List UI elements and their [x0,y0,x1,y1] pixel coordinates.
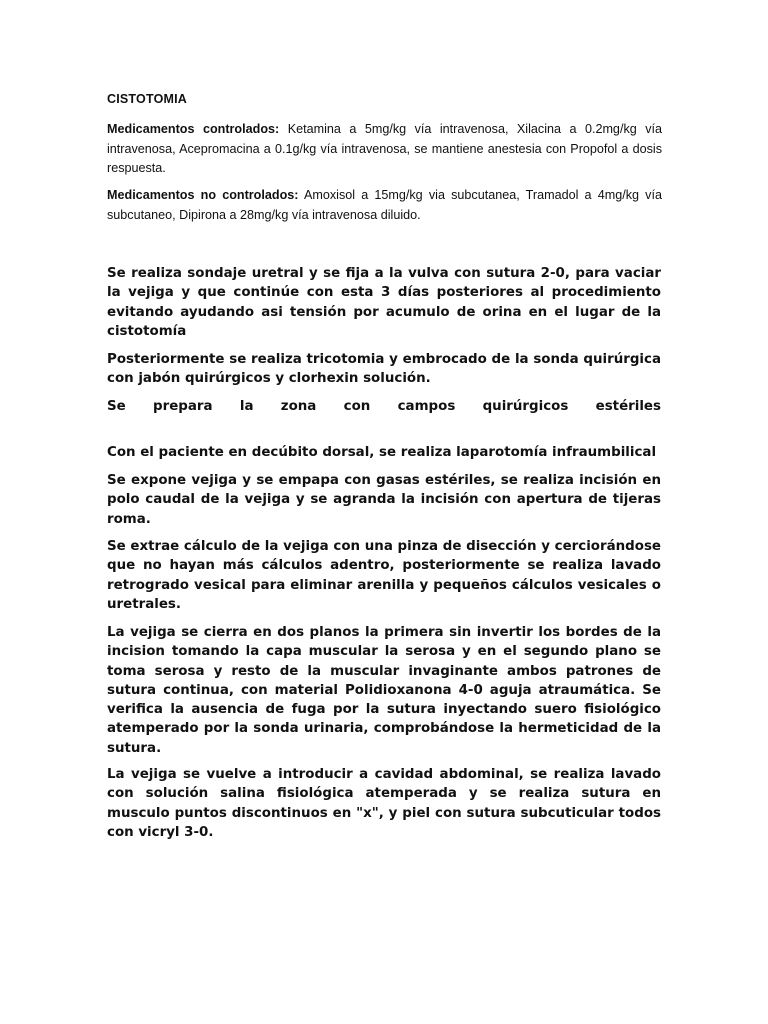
controlled-medications [107,120,662,179]
procedure-paragraph-abdominal-closure: La vejiga se vuelve a introducir a cavidad abdominal, se realiza lavado con solución salina fisiológica atemperada y se realiza sutura en musculo puntos discontinuos en "x", y piel con sutura subcuticular todos con vicryl 3-0. [107,767,661,840]
procedure-paragraph-bladder-closure: La vejiga se cierra en dos planos la primera sin invertir los bordes de la incision tomando la capa muscular la serosa y en el segundo plano se toma serosa y resto de la muscular invaginante ambos patrones de sutura continua, con material Polidioxanona 4-0 aguja atraumática. Se verifica la ausencia de fuga por la sutura inyectando suero fisiológico atemperado por la sonda urinaria, comprobándose la hermeticidad de la sutura. [107,625,661,756]
procedure-paragraph-laparotomy: Con el paciente en decúbito dorsal, se realiza laparotomía infraumbilical [107,445,657,460]
procedure-paragraph-stone-extraction: Se extrae cálculo de la vejiga con una pinza de disección y cerciorándose que no hayan más cálculos adentro, posteriormente se realiza lavado retrogrado vesical para eliminar arenilla y pequeños cálculos vesicales o uretrales. [107,539,661,612]
document-title: CISTOTOMIA [107,92,188,106]
procedure-paragraph-catheterization: Se realiza sondaje uretral y se fija a la vulva con sutura 2-0, para vaciar la vejiga y que continúe con esta 3 días posteriores al procedimiento evitando ayudando asi tensión por acumulo de orina en el lugar de la cistotomía [107,266,661,339]
controlled-medications-text: Ketamina a 5mg/kg vía intravenosa, Xilacina a 0.2mg/kg vía intravenosa, Acepromacina a 0.1g/kg vía intravenosa, se mantiene anestesia con Propofol a dosis respuesta. [107,122,663,175]
procedure-paragraph-sterile-fields: Se prepara la zona con campos quirúrgicos estériles [107,399,661,414]
procedure-paragraph-trichotomy: Posteriormente se realiza tricotomia y embrocado de la sonda quirúrgica con jabón quirúrgicos y clorhexin solución. [107,352,661,387]
procedure-paragraph-incision: Se expone vejiga y se empapa con gasas estériles, se realiza incisión en polo caudal de la vejiga y se agranda la incisión con apertura de tijeras roma. [107,473,661,527]
uncontrolled-medications [107,186,662,225]
uncontrolled-medications-label: Medicamentos no controlados: [107,188,299,202]
controlled-medications-label: Medicamentos controlados: [107,122,280,136]
uncontrolled-medications-text: Amoxisol a 15mg/kg via subcutanea, Tramadol a 4mg/kg vía subcutaneo, Dipirona a 28mg/kg vía intravenosa diluido. [107,188,662,222]
